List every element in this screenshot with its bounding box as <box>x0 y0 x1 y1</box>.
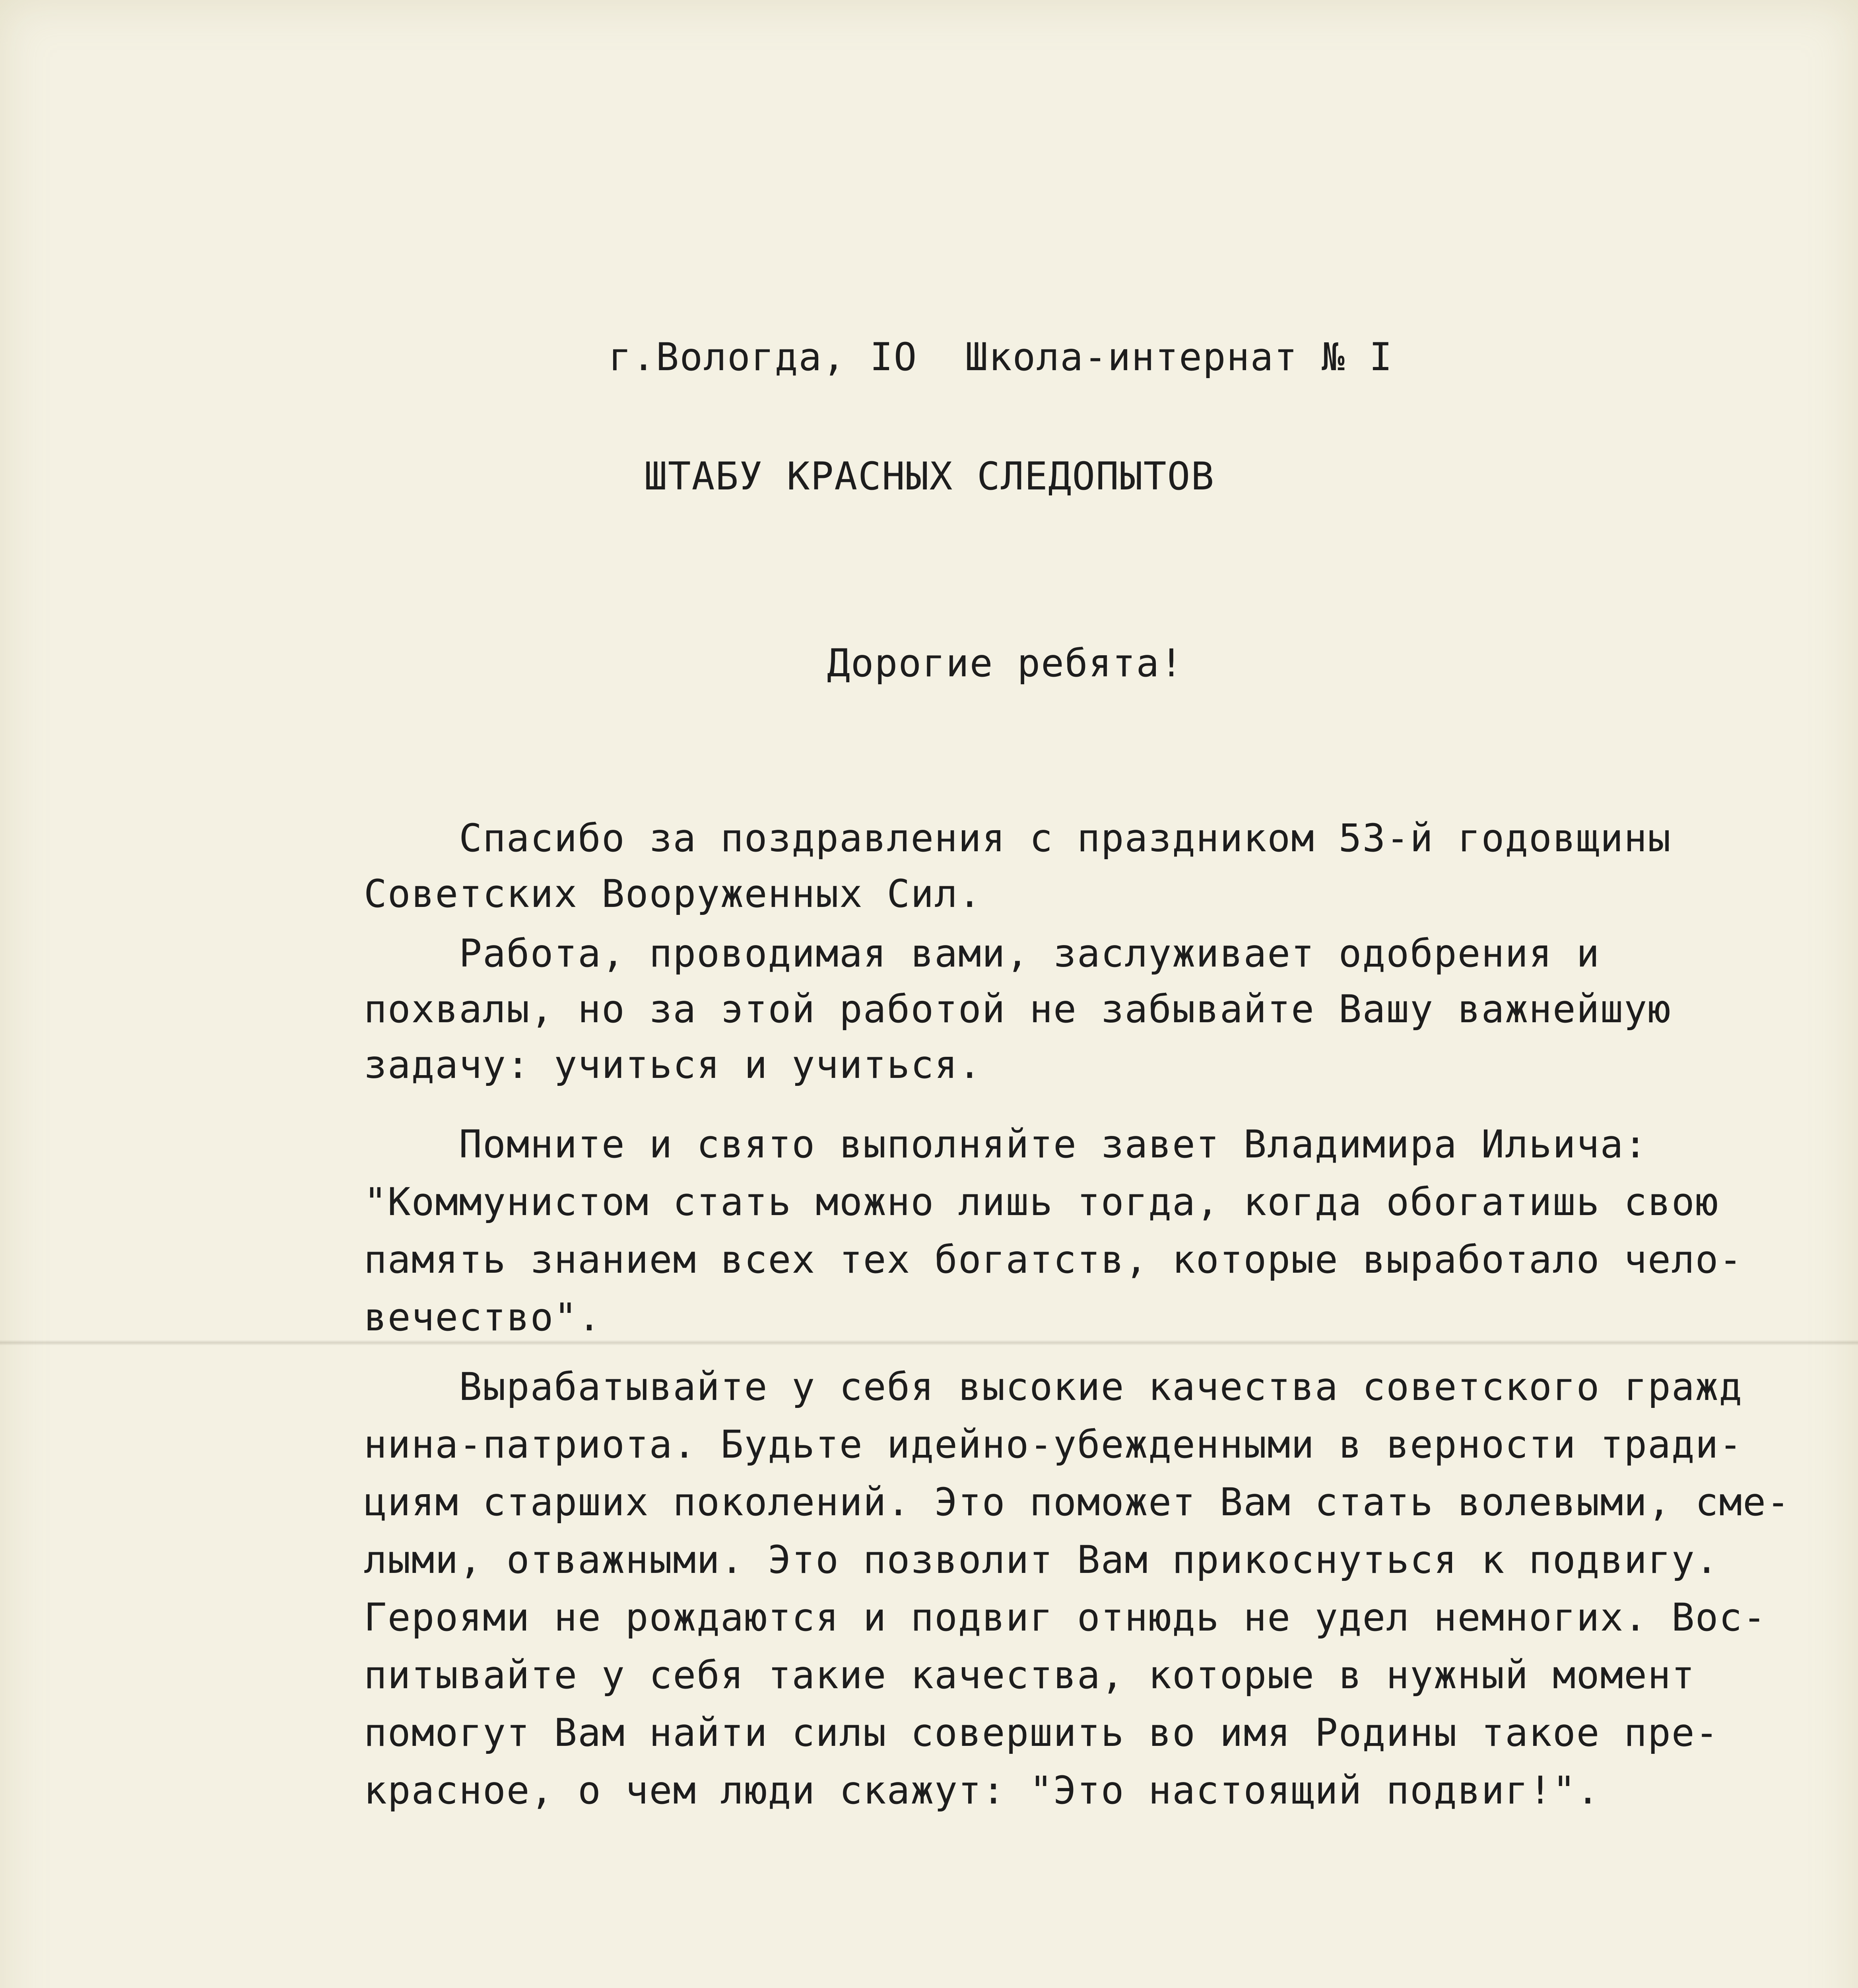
body-line: нина-патриота. Будьте идейно-убежденными в верности тради- <box>364 1422 1743 1467</box>
body-line: лыми, отважными. Это позволит Вам прикоснуться к подвигу. <box>364 1538 1719 1582</box>
body-line: Спасибо за поздравления с праздником 53-й годовщины <box>364 816 1672 860</box>
address-line: г.Вологда, IO Школа-интернат № I <box>608 335 1393 379</box>
body-line: красное, о чем люди скажут: "Это настоящий подвиг!". <box>364 1768 1600 1813</box>
body-line: циям старших поколений. Это поможет Вам стать волевыми, сме- <box>364 1480 1790 1524</box>
body-line: Героями не рождаются и подвиг отнюдь не удел немногих. Вос- <box>364 1595 1767 1640</box>
body-line: задачу: учиться и учиться. <box>364 1043 982 1087</box>
body-line: память знанием всех тех богатств, которые выработало чело- <box>364 1237 1743 1282</box>
recipient-line: ШТАБУ КРАСНЫХ СЛЕДОПЫТОВ <box>644 454 1215 499</box>
body-line: "Коммунистом стать можно лишь тогда, когда обогатишь свою <box>364 1180 1719 1224</box>
body-line: помогут Вам найти силы совершить во имя Родины такое пре- <box>364 1710 1719 1755</box>
body-line: Вырабатывайте у себя высокие качества советского гражд <box>364 1365 1743 1409</box>
body-line: питывайте у себя такие качества, которые в нужный момент <box>364 1653 1695 1697</box>
body-line: Работа, проводимая вами, заслуживает одобрения и <box>364 931 1600 976</box>
body-line: похвалы, но за этой работой не забывайте Вашу важнейшую <box>364 987 1672 1031</box>
salutation: Дорогие ребята! <box>827 641 1184 685</box>
body-line: вечество". <box>364 1295 602 1340</box>
body-line: Помните и свято выполняйте завет Владимира Ильича: <box>364 1122 1648 1167</box>
body-line: Советских Вооруженных Сил. <box>364 872 982 916</box>
paper-fold-line <box>0 1340 1858 1345</box>
